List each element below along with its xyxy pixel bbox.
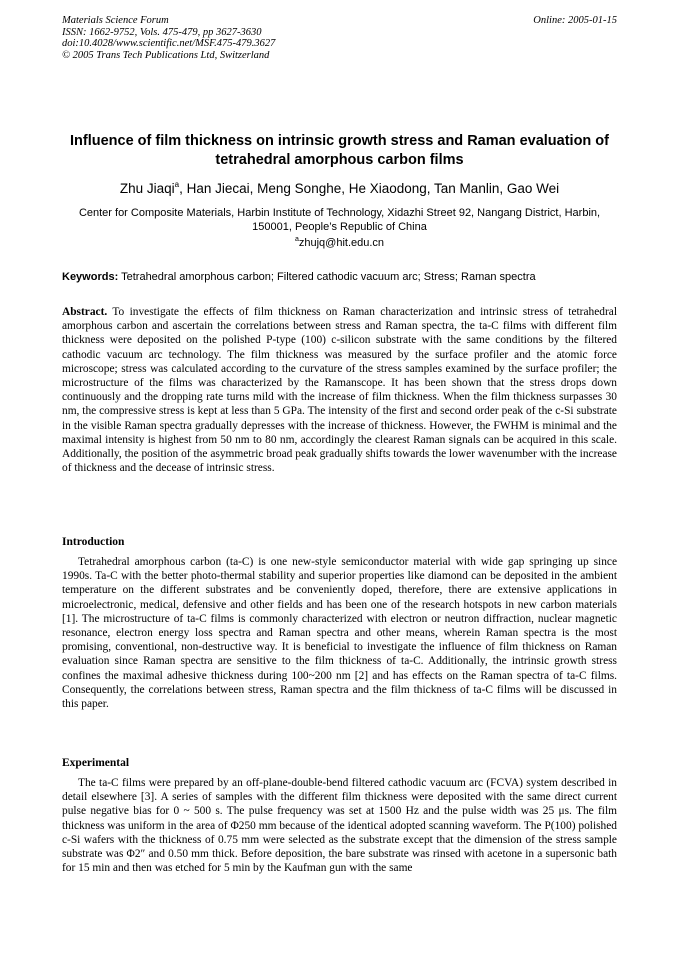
introduction-paragraph: Tetrahedral amorphous carbon (ta-C) is one new-style semiconductor material with wide gap springing up since 1990s. Ta-C with the better photo-thermal stability and superior properties like diamond can be deposited in the ambient temperature on the different substrates and be conveniently doped, therefore, there are extensive applications in microelectronic, medical, defensive and other fields and has been one of the research hotspots in new carbon materials [1]. The microstructure of ta-C films is commonly characterized with electron or neutron diffraction, nuclear magnetic resonance, electron energy loss spectra and Raman spectra and other means, wherein Raman spectra is the most promising, conventional, non-destructive way. It is beneficial to investigate the influence of film thickness on Raman evaluation since Raman spectra are sensitive to the film thickness of ta-C. Additionally, the intrinsic growth stress confines the maximal adhesive thickness during 100~200 nm [2] and has effects on the Raman spectra of ta-C films. Consequently, the correlations between stress, Raman spectra and the film thickness of ta-C films will be discussed in this paper. xyxy=(62,556,617,711)
doi-line[interactable]: doi:10.4028/www.scientific.net/MSF.475-479.3627 xyxy=(62,38,276,49)
journal-name: Materials Science Forum xyxy=(62,15,169,26)
experimental-heading: Experimental xyxy=(62,757,130,769)
online-date: Online: 2005-01-15 xyxy=(533,15,617,26)
first-author: Zhu Jiaqi xyxy=(119,181,175,196)
abstract-paragraph xyxy=(62,305,617,475)
paper-title: Influence of film thickness on intrinsic growth stress and Raman evaluation of tetrahedral amorphous carbon films xyxy=(69,133,609,168)
copyright-line: © 2005 Trans Tech Publications Ltd, Switzerland xyxy=(62,49,270,61)
experimental-paragraph: The ta-C films were prepared by an off-plane-double-bend filtered cathodic vacuum arc (FCVA) system described in detail elsewhere [3]. A series of samples with the different film thickness were deposited with the same direct current pulse negative bias for 0 ~ 500 s. The pulse frequency was set at 1500 Hz and the pulse width was 25 μs. The film thickness was uniform in the area of Φ250 mm because of the identical adopted scanning waveform. The P(100) polished c-Si wafers with the thickness of 0.75 mm were selected as the substrate except that the dimension of the stress sample substrate was Φ2″ and 0.50 mm thick. Before deposition, the bare substrate was rinsed with acetone in a supersonic bath for 15 min and then was etched for 5 min by the Kaufman gun with the same xyxy=(62,777,617,875)
abstract-text: To investigate the effects of film thickness on Raman characterization and intrinsic stress of tetrahedral amorphous carbon and ascertain the correlations between stress and Raman spectra, the ta-C films with different film thickness were deposited on the polished P-type (100) c-silicon substrate with the same conditions by the filtered cathodic vacuum arc technology. The film thickness was measured by the surface profiler and the atomic force microscope; stress was calculated according to the curvature of the stress samples examined by the surface profiler; the microstructure of the films was characterized by the Ramanscope. It has been shown that the stress drops down continuously and the dropping rate turns mild with the increase of film thickness. When the film thickness surpasses 30 nm, the compressive stress is kept at less than 5 GPa. The intensity of the first and second order peak of the c-Si substrate in the visible Raman spectra gradually depresses with the increase of thickness. However, the FWHM is minimal and the maximal intensity is highest from 50 nm to 80 nm, accordingly the clearest Raman signals can be acquired in this scale. Additionally, the position of the asymmetric broad peak gradually shifts towards the lower wavenumber with the increase of thickness and the decease of intrinsic stress. xyxy=(62,306,617,475)
other-authors: , Han Jiecai, Meng Songhe, He Xiaodong, Tan Manlin, Gao Wei xyxy=(179,181,560,196)
issn-line: ISSN: 1662-9752, Vols. 475-479, pp 3627-3630 xyxy=(62,26,262,38)
email-address[interactable]: zhujq@hit.edu.cn xyxy=(298,237,385,249)
keywords-line xyxy=(62,270,617,284)
email-superscript: a xyxy=(294,236,299,243)
abstract-label: Abstract. xyxy=(62,306,108,318)
journal-header xyxy=(62,15,617,61)
keywords-text: Tetrahedral amorphous carbon; Filtered cathodic vacuum arc; Stress; Raman spectra xyxy=(121,271,536,283)
introduction-heading: Introduction xyxy=(62,536,125,548)
affiliation: Center for Composite Materials, Harbin Institute of Technology, Xidazhi Street 92, Nangang District, Harbin, 150001, People’s Republic of China xyxy=(78,207,601,233)
author-list xyxy=(62,180,617,198)
author-superscript: a xyxy=(174,180,180,189)
contact-email xyxy=(62,236,617,250)
keywords-label: Keywords: xyxy=(62,271,119,283)
